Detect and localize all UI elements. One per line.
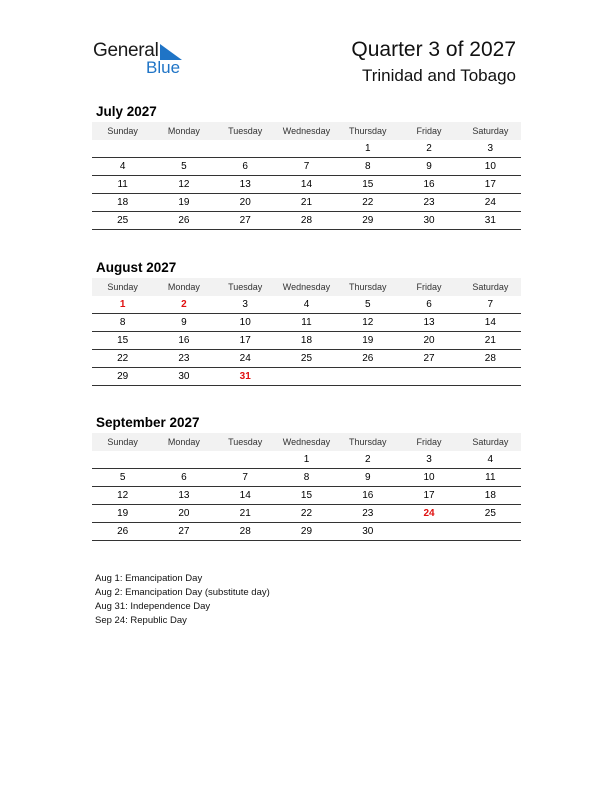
date-cell: 23 (362, 508, 374, 519)
date-cell: 26 (117, 526, 129, 537)
date-cell: 31 (239, 371, 251, 382)
date-cell: 17 (239, 335, 251, 346)
date-cell: 24 (239, 353, 251, 364)
date-cell: 28 (239, 526, 251, 537)
empty-date-cell (215, 451, 276, 468)
empty-date-cell (92, 140, 153, 157)
day-name-row (92, 278, 521, 296)
date-cell: 18 (300, 335, 313, 346)
month-calendar-august (92, 258, 521, 386)
empty-date-cell (276, 140, 337, 157)
day-name-wednesday: Wednesday (282, 126, 331, 136)
date-cell: 22 (300, 508, 313, 519)
date-cell: 23 (423, 197, 435, 208)
date-cell: 8 (303, 472, 310, 483)
week-row (92, 194, 521, 212)
date-cell: 20 (239, 197, 251, 208)
date-cell: 24 (484, 197, 496, 208)
date-cell: 19 (117, 508, 129, 519)
date-cell: 5 (119, 472, 126, 483)
generalblue-logo (93, 40, 193, 80)
week-row (92, 140, 521, 158)
date-cell: 15 (117, 335, 129, 346)
date-cell: 29 (300, 526, 313, 537)
empty-date-cell (153, 451, 214, 468)
day-name-wednesday: Wednesday (282, 282, 331, 292)
day-name-tuesday: Tuesday (228, 282, 263, 292)
date-cell: 3 (487, 143, 494, 154)
month-title: July 2027 (96, 104, 157, 119)
week-row (92, 176, 521, 194)
day-name-row (92, 122, 521, 140)
date-cell: 5 (181, 161, 187, 172)
date-cell: 17 (484, 179, 496, 190)
date-cell: 9 (181, 317, 187, 328)
date-cell: 27 (423, 353, 435, 364)
date-cell: 4 (303, 299, 310, 310)
date-cell: 8 (364, 161, 371, 172)
date-cell: 27 (178, 526, 190, 537)
holiday-notes (95, 572, 270, 628)
day-name-sunday: Sunday (107, 126, 138, 136)
date-cell: 26 (178, 215, 190, 226)
date-cell: 30 (178, 371, 190, 382)
day-name-sunday: Sunday (107, 282, 138, 292)
day-name-saturday: Saturday (472, 437, 509, 447)
month-title: August 2027 (96, 260, 177, 275)
week-row (92, 505, 521, 523)
date-cell: 7 (242, 472, 248, 483)
week-row (92, 158, 521, 176)
date-cell: 25 (117, 215, 129, 226)
week-row (92, 523, 521, 541)
holiday-note: Aug 31: Independence Day (95, 601, 211, 612)
date-cell: 3 (242, 299, 248, 310)
day-name-sunday: Sunday (107, 437, 138, 447)
empty-date-cell (276, 368, 337, 385)
date-cell: 29 (117, 371, 129, 382)
date-cell: 30 (362, 526, 374, 537)
date-cell: 12 (117, 490, 129, 501)
month-calendar-september (92, 413, 521, 541)
date-cell: 22 (362, 197, 374, 208)
date-cell: 30 (423, 215, 435, 226)
date-cell: 14 (300, 179, 313, 190)
date-cell: 1 (119, 299, 126, 310)
empty-date-cell (215, 140, 276, 157)
day-name-tuesday: Tuesday (228, 126, 263, 136)
day-name-friday: Friday (416, 126, 442, 136)
date-cell: 10 (484, 161, 496, 172)
logo-word-blue: Blue (146, 58, 181, 77)
date-cell: 19 (362, 335, 374, 346)
date-cell: 11 (485, 472, 496, 483)
date-cell: 21 (239, 508, 251, 519)
date-cell: 16 (178, 335, 190, 346)
date-cell: 5 (364, 299, 371, 310)
page-title: Quarter 3 of 2027 (351, 38, 516, 61)
date-cell: 24 (423, 508, 435, 519)
date-cell: 10 (423, 472, 435, 483)
week-row (92, 296, 521, 314)
empty-date-cell (92, 451, 153, 468)
date-cell: 18 (117, 197, 129, 208)
date-cell: 20 (423, 335, 435, 346)
date-cell: 14 (239, 490, 251, 501)
date-cell: 17 (423, 490, 435, 501)
empty-date-cell (460, 368, 521, 385)
empty-date-cell (398, 523, 459, 540)
day-name-monday: Monday (167, 282, 200, 292)
date-cell: 4 (119, 161, 126, 172)
week-row (92, 469, 521, 487)
day-name-tuesday: Tuesday (228, 437, 263, 447)
date-cell: 19 (178, 197, 190, 208)
date-cell: 25 (484, 508, 496, 519)
day-name-friday: Friday (416, 437, 442, 447)
date-cell: 26 (362, 353, 374, 364)
date-cell: 4 (487, 454, 494, 465)
date-cell: 20 (178, 508, 190, 519)
date-cell: 28 (300, 215, 313, 226)
week-row (92, 332, 521, 350)
day-name-row (92, 433, 521, 451)
date-cell: 28 (484, 353, 496, 364)
date-cell: 6 (181, 472, 187, 483)
date-cell: 2 (364, 454, 371, 465)
day-name-wednesday: Wednesday (282, 437, 331, 447)
day-name-saturday: Saturday (472, 282, 509, 292)
date-cell: 22 (117, 353, 129, 364)
date-cell: 10 (239, 317, 251, 328)
date-cell: 23 (178, 353, 190, 364)
logo-word-general: General (93, 40, 159, 61)
day-name-monday: Monday (167, 437, 200, 447)
week-row (92, 314, 521, 332)
week-row (92, 350, 521, 368)
date-cell: 21 (300, 197, 313, 208)
date-cell: 7 (487, 299, 494, 310)
date-cell: 11 (301, 317, 312, 328)
date-cell: 13 (423, 317, 435, 328)
date-cell: 15 (300, 490, 313, 501)
empty-date-cell (337, 368, 398, 385)
day-name-thursday: Thursday (349, 126, 387, 136)
empty-date-cell (153, 140, 214, 157)
date-cell: 2 (181, 299, 187, 310)
date-cell: 31 (484, 215, 496, 226)
page-subtitle: Trinidad and Tobago (361, 66, 516, 85)
date-cell: 14 (484, 317, 496, 328)
week-row (92, 487, 521, 505)
date-cell: 13 (178, 490, 190, 501)
date-cell: 6 (242, 161, 248, 172)
date-cell: 8 (119, 317, 126, 328)
month-calendar-july (92, 102, 521, 230)
date-cell: 16 (423, 179, 435, 190)
date-cell: 11 (117, 179, 128, 190)
date-cell: 21 (484, 335, 496, 346)
date-cell: 27 (239, 215, 251, 226)
day-name-friday: Friday (416, 282, 442, 292)
date-cell: 7 (303, 161, 310, 172)
date-cell: 16 (362, 490, 374, 501)
week-row (92, 451, 521, 469)
date-cell: 12 (362, 317, 374, 328)
holiday-note: Aug 1: Emancipation Day (95, 573, 203, 584)
date-cell: 15 (362, 179, 374, 190)
day-name-thursday: Thursday (349, 282, 387, 292)
date-cell: 9 (364, 472, 371, 483)
date-cell: 29 (362, 215, 374, 226)
holiday-note: Aug 2: Emancipation Day (substitute day) (95, 587, 270, 598)
day-name-monday: Monday (167, 126, 200, 136)
date-cell: 1 (303, 454, 310, 465)
day-name-thursday: Thursday (349, 437, 387, 447)
month-title: September 2027 (96, 415, 200, 430)
date-cell: 1 (364, 143, 371, 154)
date-cell: 3 (426, 454, 432, 465)
date-cell: 9 (426, 161, 432, 172)
empty-date-cell (460, 523, 521, 540)
date-cell: 12 (178, 179, 190, 190)
day-name-saturday: Saturday (472, 126, 509, 136)
date-cell: 25 (300, 353, 313, 364)
empty-date-cell (398, 368, 459, 385)
date-cell: 13 (239, 179, 251, 190)
holiday-note: Sep 24: Republic Day (95, 615, 187, 626)
week-row (92, 368, 521, 386)
date-cell: 2 (426, 143, 432, 154)
date-cell: 6 (426, 299, 432, 310)
week-row (92, 212, 521, 230)
date-cell: 18 (484, 490, 496, 501)
